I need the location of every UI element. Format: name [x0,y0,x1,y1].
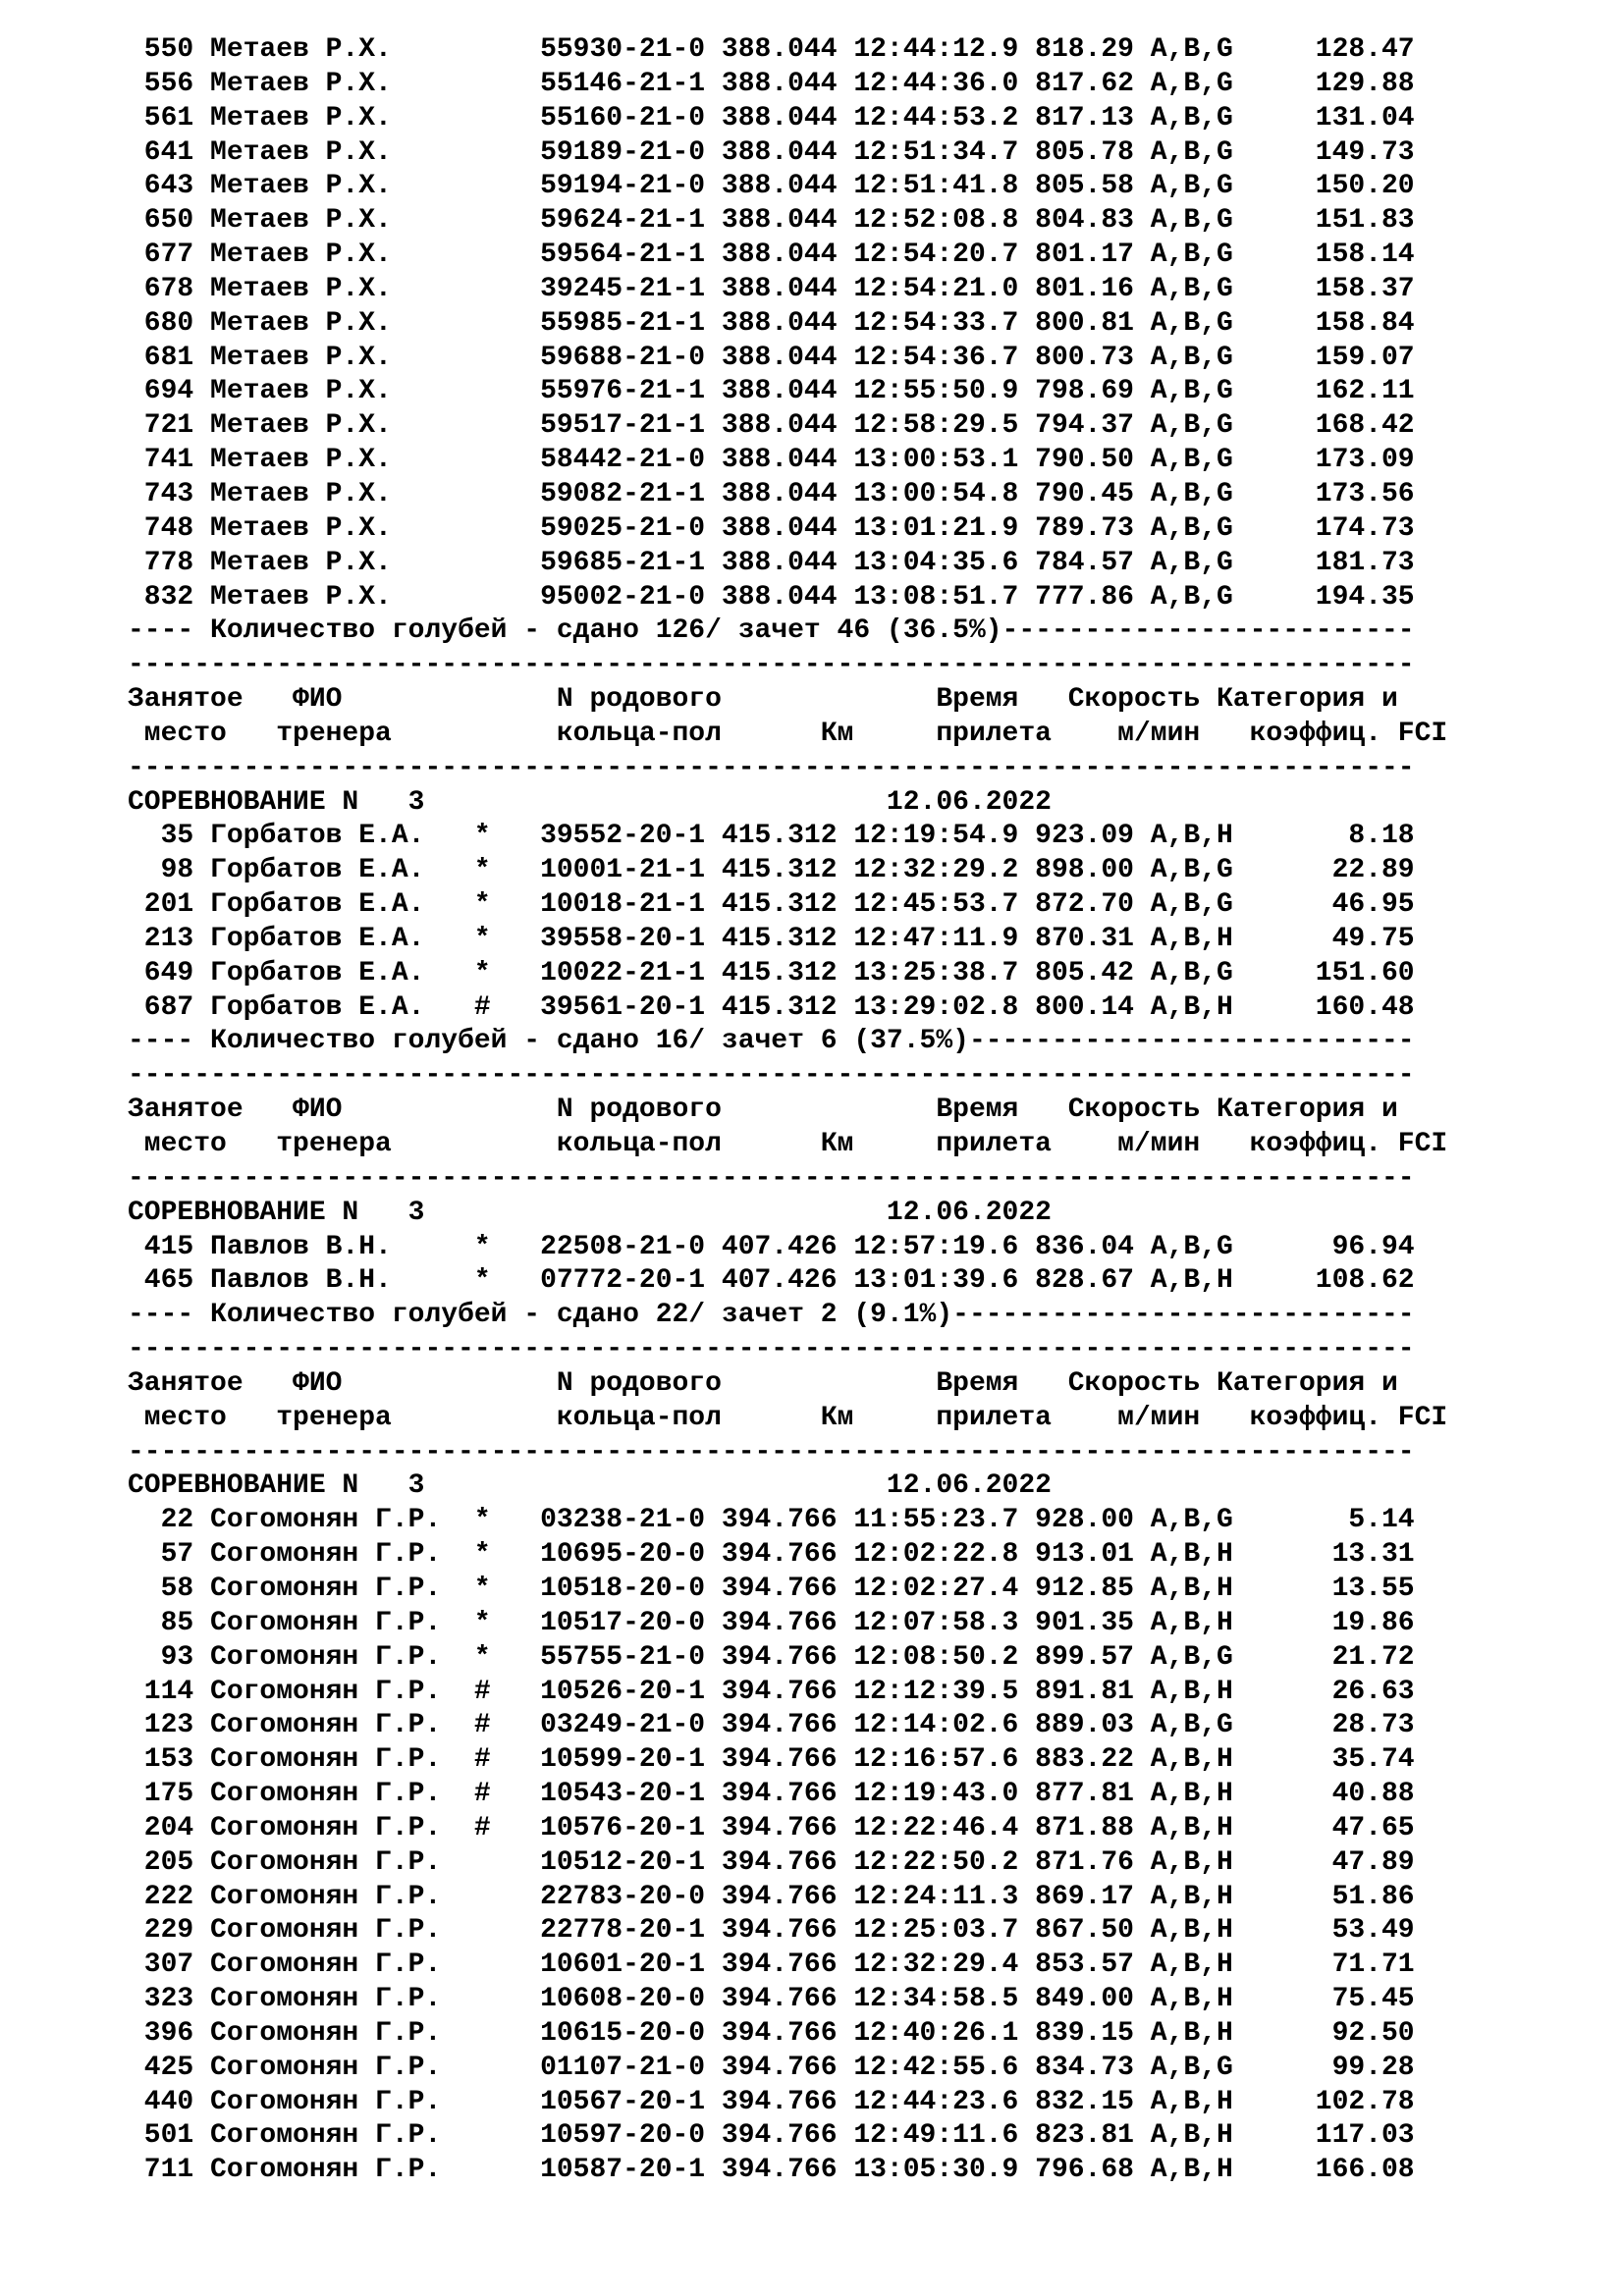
column-header-row-1: Занятое ФИО N родового Время Скорость Категория и [128,684,1398,716]
result-row: 680 Метаев Р.Х. 55985-21-1 388.044 12:54:33.7 800.81 A,B,G 158.84 [128,307,1415,339]
result-row: 649 Горбатов Е.А. * 10022-21-1 415.312 13:25:38.7 805.42 A,B,G 151.60 [128,957,1415,988]
result-row: 678 Метаев Р.Х. 39245-21-1 388.044 12:54:21.0 801.16 A,B,G 158.37 [128,273,1415,304]
separator-line: ------------------------------------------------------------------------------ [128,1436,1415,1468]
result-row: 681 Метаев Р.Х. 59688-21-0 388.044 12:54:36.7 800.73 A,B,G 159.07 [128,342,1415,373]
column-header-row-2: место тренера кольца-пол Км прилета м/мин коэффиц. FCI [128,1402,1448,1433]
column-header-row-1: Занятое ФИО N родового Время Скорость Категория и [128,1095,1398,1126]
column-header-row-1: Занятое ФИО N родового Время Скорость Категория и [128,1367,1398,1399]
result-row: 501 Согомонян Г.Р. 10597-20-0 394.766 12:49:11.6 823.81 A,B,H 117.03 [128,2120,1415,2152]
result-row: 465 Павлов В.Н. * 07772-20-1 407.426 13:01:39.6 828.67 A,B,H 108.62 [128,1265,1415,1297]
separator-line: ------------------------------------------------------------------------------ [128,752,1415,783]
result-row: 561 Метаев Р.Х. 55160-21-0 388.044 12:44:53.2 817.13 A,B,G 131.04 [128,102,1415,133]
result-row: 58 Согомонян Г.Р. * 10518-20-0 394.766 12:02:27.4 912.85 A,B,H 13.55 [128,1573,1415,1604]
group-summary-line: ---- Количество голубей - сдано 16/ зачет 6 (37.5%)--------------------------- [128,1026,1415,1057]
result-row: 57 Согомонян Г.Р. * 10695-20-0 394.766 12:02:22.8 913.01 A,B,H 13.31 [128,1539,1415,1571]
result-row: 85 Согомонян Г.Р. * 10517-20-0 394.766 12:07:58.3 901.35 A,B,H 19.86 [128,1607,1415,1638]
competition-heading: СОРЕВНОВАНИЕ N 3 12.06.2022 [128,786,1052,818]
result-row: 175 Согомонян Г.Р. # 10543-20-1 394.766 12:19:43.0 877.81 A,B,H 40.88 [128,1779,1415,1810]
result-row: 35 Горбатов Е.А. * 39552-20-1 415.312 12:19:54.9 923.09 A,B,H 8.18 [128,821,1415,852]
result-row: 550 Метаев Р.Х. 55930-21-0 388.044 12:44:12.9 818.29 A,B,G 128.47 [128,34,1415,65]
competition-heading: СОРЕВНОВАНИЕ N 3 12.06.2022 [128,1470,1052,1502]
result-row: 748 Метаев Р.Х. 59025-21-0 388.044 13:01:21.9 789.73 A,B,G 174.73 [128,512,1415,544]
result-row: 643 Метаев Р.Х. 59194-21-0 388.044 12:51:41.8 805.58 A,B,G 150.20 [128,171,1415,202]
result-row: 711 Согомонян Г.Р. 10587-20-1 394.766 13:05:30.9 796.68 A,B,H 166.08 [128,2155,1415,2186]
result-row: 741 Метаев Р.Х. 58442-21-0 388.044 13:00:53.1 790.50 A,B,G 173.09 [128,445,1415,476]
result-row: 114 Согомонян Г.Р. # 10526-20-1 394.766 12:12:39.5 891.81 A,B,H 26.63 [128,1676,1415,1707]
result-row: 153 Согомонян Г.Р. # 10599-20-1 394.766 12:16:57.6 883.22 A,B,H 35.74 [128,1744,1415,1776]
result-row: 694 Метаев Р.Х. 55976-21-1 388.044 12:55:50.9 798.69 A,B,G 162.11 [128,376,1415,407]
separator-line: ------------------------------------------------------------------------------ [128,650,1415,681]
result-row: 201 Горбатов Е.А. * 10018-21-1 415.312 12:45:53.7 872.70 A,B,G 46.95 [128,889,1415,921]
result-row: 425 Согомонян Г.Р. 01107-21-0 394.766 12:42:55.6 834.73 A,B,G 99.28 [128,2052,1415,2083]
result-row: 205 Согомонян Г.Р. 10512-20-1 394.766 12:22:50.2 871.76 A,B,H 47.89 [128,1846,1415,1878]
result-row: 778 Метаев Р.Х. 59685-21-1 388.044 13:04:35.6 784.57 A,B,G 181.73 [128,547,1415,578]
result-row: 204 Согомонян Г.Р. # 10576-20-1 394.766 12:22:46.4 871.88 A,B,H 47.65 [128,1812,1415,1843]
result-row: 213 Горбатов Е.А. * 39558-20-1 415.312 12:47:11.9 870.31 A,B,H 49.75 [128,923,1415,954]
result-row: 98 Горбатов Е.А. * 10001-21-1 415.312 12:32:29.2 898.00 A,B,G 22.89 [128,855,1415,886]
separator-line: ------------------------------------------------------------------------------ [128,1060,1415,1092]
separator-line: ------------------------------------------------------------------------------ [128,1334,1415,1365]
result-row: 650 Метаев Р.Х. 59624-21-1 388.044 12:52:08.8 804.83 A,B,G 151.83 [128,205,1415,237]
group-summary-line: ---- Количество голубей - сдано 126/ зачет 46 (36.5%)------------------------- [128,615,1415,647]
competition-heading: СОРЕВНОВАНИЕ N 3 12.06.2022 [128,1197,1052,1228]
result-row: 396 Согомонян Г.Р. 10615-20-0 394.766 12:40:26.1 839.15 A,B,H 92.50 [128,2017,1415,2049]
result-row: 556 Метаев Р.Х. 55146-21-1 388.044 12:44:36.0 817.62 A,B,G 129.88 [128,68,1415,99]
result-row: 677 Метаев Р.Х. 59564-21-1 388.044 12:54:20.7 801.17 A,B,G 158.14 [128,240,1415,271]
result-row: 721 Метаев Р.Х. 59517-21-1 388.044 12:58:29.5 794.37 A,B,G 168.42 [128,410,1415,442]
result-row: 323 Согомонян Г.Р. 10608-20-0 394.766 12:34:58.5 849.00 A,B,H 75.45 [128,1984,1415,2015]
result-row: 743 Метаев Р.Х. 59082-21-1 388.044 13:00:54.8 790.45 A,B,G 173.56 [128,478,1415,509]
result-row: 832 Метаев Р.Х. 95002-21-0 388.044 13:08:51.7 777.86 A,B,G 194.35 [128,581,1415,613]
result-row: 307 Согомонян Г.Р. 10601-20-1 394.766 12:32:29.4 853.57 A,B,H 71.71 [128,1949,1415,1981]
column-header-row-2: место тренера кольца-пол Км прилета м/мин коэффиц. FCI [128,718,1448,749]
result-row: 222 Согомонян Г.Р. 22783-20-0 394.766 12:24:11.3 869.17 A,B,H 51.86 [128,1881,1415,1912]
result-row: 93 Согомонян Г.Р. * 55755-21-0 394.766 12:08:50.2 899.57 A,B,G 21.72 [128,1641,1415,1673]
group-summary-line: ---- Количество голубей - сдано 22/ зачет 2 (9.1%)---------------------------- [128,1300,1415,1331]
result-row: 687 Горбатов Е.А. # 39561-20-1 415.312 13:29:02.8 800.14 A,B,H 160.48 [128,991,1415,1023]
results-printout [128,33,1600,2188]
separator-line: ------------------------------------------------------------------------------ [128,1162,1415,1194]
result-row: 229 Согомонян Г.Р. 22778-20-1 394.766 12:25:03.7 867.50 A,B,H 53.49 [128,1915,1415,1947]
result-row: 22 Согомонян Г.Р. * 03238-21-0 394.766 11:55:23.7 928.00 A,B,G 5.14 [128,1505,1415,1536]
result-row: 440 Согомонян Г.Р. 10567-20-1 394.766 12:44:23.6 832.15 A,B,H 102.78 [128,2086,1415,2117]
result-row: 641 Метаев Р.Х. 59189-21-0 388.044 12:51:34.7 805.78 A,B,G 149.73 [128,136,1415,168]
column-header-row-2: место тренера кольца-пол Км прилета м/мин коэффиц. FCI [128,1129,1448,1159]
result-row: 123 Согомонян Г.Р. # 03249-21-0 394.766 12:14:02.6 889.03 A,B,G 28.73 [128,1710,1415,1741]
result-row: 415 Павлов В.Н. * 22508-21-0 407.426 12:57:19.6 836.04 A,B,G 96.94 [128,1231,1415,1262]
